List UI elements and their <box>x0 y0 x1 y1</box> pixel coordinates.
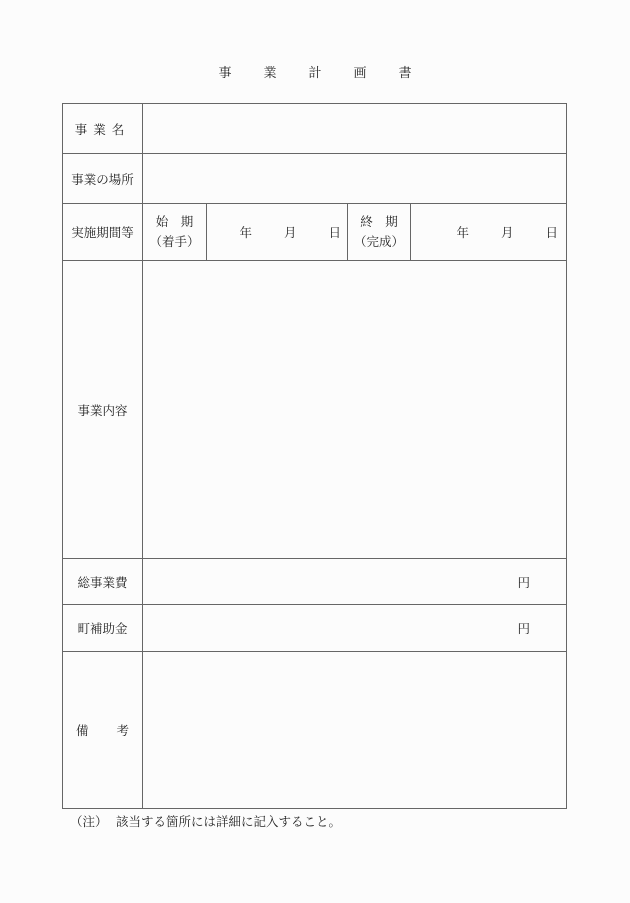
remarks-char: 考 <box>116 723 130 738</box>
year-label: 年 <box>239 225 252 240</box>
start-sublabel: （着手） <box>149 234 200 249</box>
label-content: 事業内容 <box>63 261 143 558</box>
label-start-period <box>143 204 207 260</box>
footnote <box>70 812 341 830</box>
month-label: 月 <box>500 225 514 240</box>
field-start-date[interactable] <box>207 204 341 260</box>
field-location[interactable] <box>143 154 566 203</box>
month-label: 月 <box>283 225 297 240</box>
note-text: 該当する箇所には詳細に記入すること。 <box>116 814 342 829</box>
row-content <box>63 261 566 559</box>
day-label: 日 <box>328 225 341 240</box>
note-prefix: （注） <box>70 814 108 829</box>
remarks-char: 備 <box>75 723 89 738</box>
title-char: 計 <box>308 66 322 81</box>
row-period <box>63 204 566 261</box>
field-end-date[interactable] <box>411 204 558 260</box>
yen-unit: 円 <box>517 574 530 590</box>
label-total-cost: 総事業費 <box>63 559 143 604</box>
row-total-cost <box>63 559 566 605</box>
year-label: 年 <box>456 225 469 240</box>
row-project-name <box>63 104 566 154</box>
project-plan-table <box>62 103 567 809</box>
title-char: 事 <box>218 66 232 81</box>
label-subsidy: 町補助金 <box>63 605 143 651</box>
yen-unit: 円 <box>517 621 530 636</box>
field-subsidy[interactable] <box>143 605 506 651</box>
label-location: 事業の場所 <box>63 154 143 203</box>
field-remarks[interactable] <box>143 652 566 808</box>
title-char: 業 <box>263 66 277 81</box>
field-total-cost[interactable] <box>143 559 506 604</box>
label-project-name: 事業名 <box>63 104 143 153</box>
label-period: 実施期間等 <box>63 204 143 260</box>
end-sublabel: （完成） <box>353 234 404 249</box>
label-end-period <box>348 204 411 260</box>
row-remarks <box>63 652 566 808</box>
end-label: 終 期 <box>360 214 398 229</box>
document-title <box>0 62 630 81</box>
row-location <box>63 154 566 204</box>
title-char: 画 <box>353 66 367 81</box>
start-label: 始 期 <box>155 214 194 229</box>
field-project-name[interactable] <box>143 104 566 153</box>
label-remarks <box>63 652 143 808</box>
field-content[interactable] <box>143 261 566 558</box>
day-label: 日 <box>545 225 558 240</box>
row-subsidy <box>63 605 566 652</box>
title-char: 書 <box>398 66 412 81</box>
